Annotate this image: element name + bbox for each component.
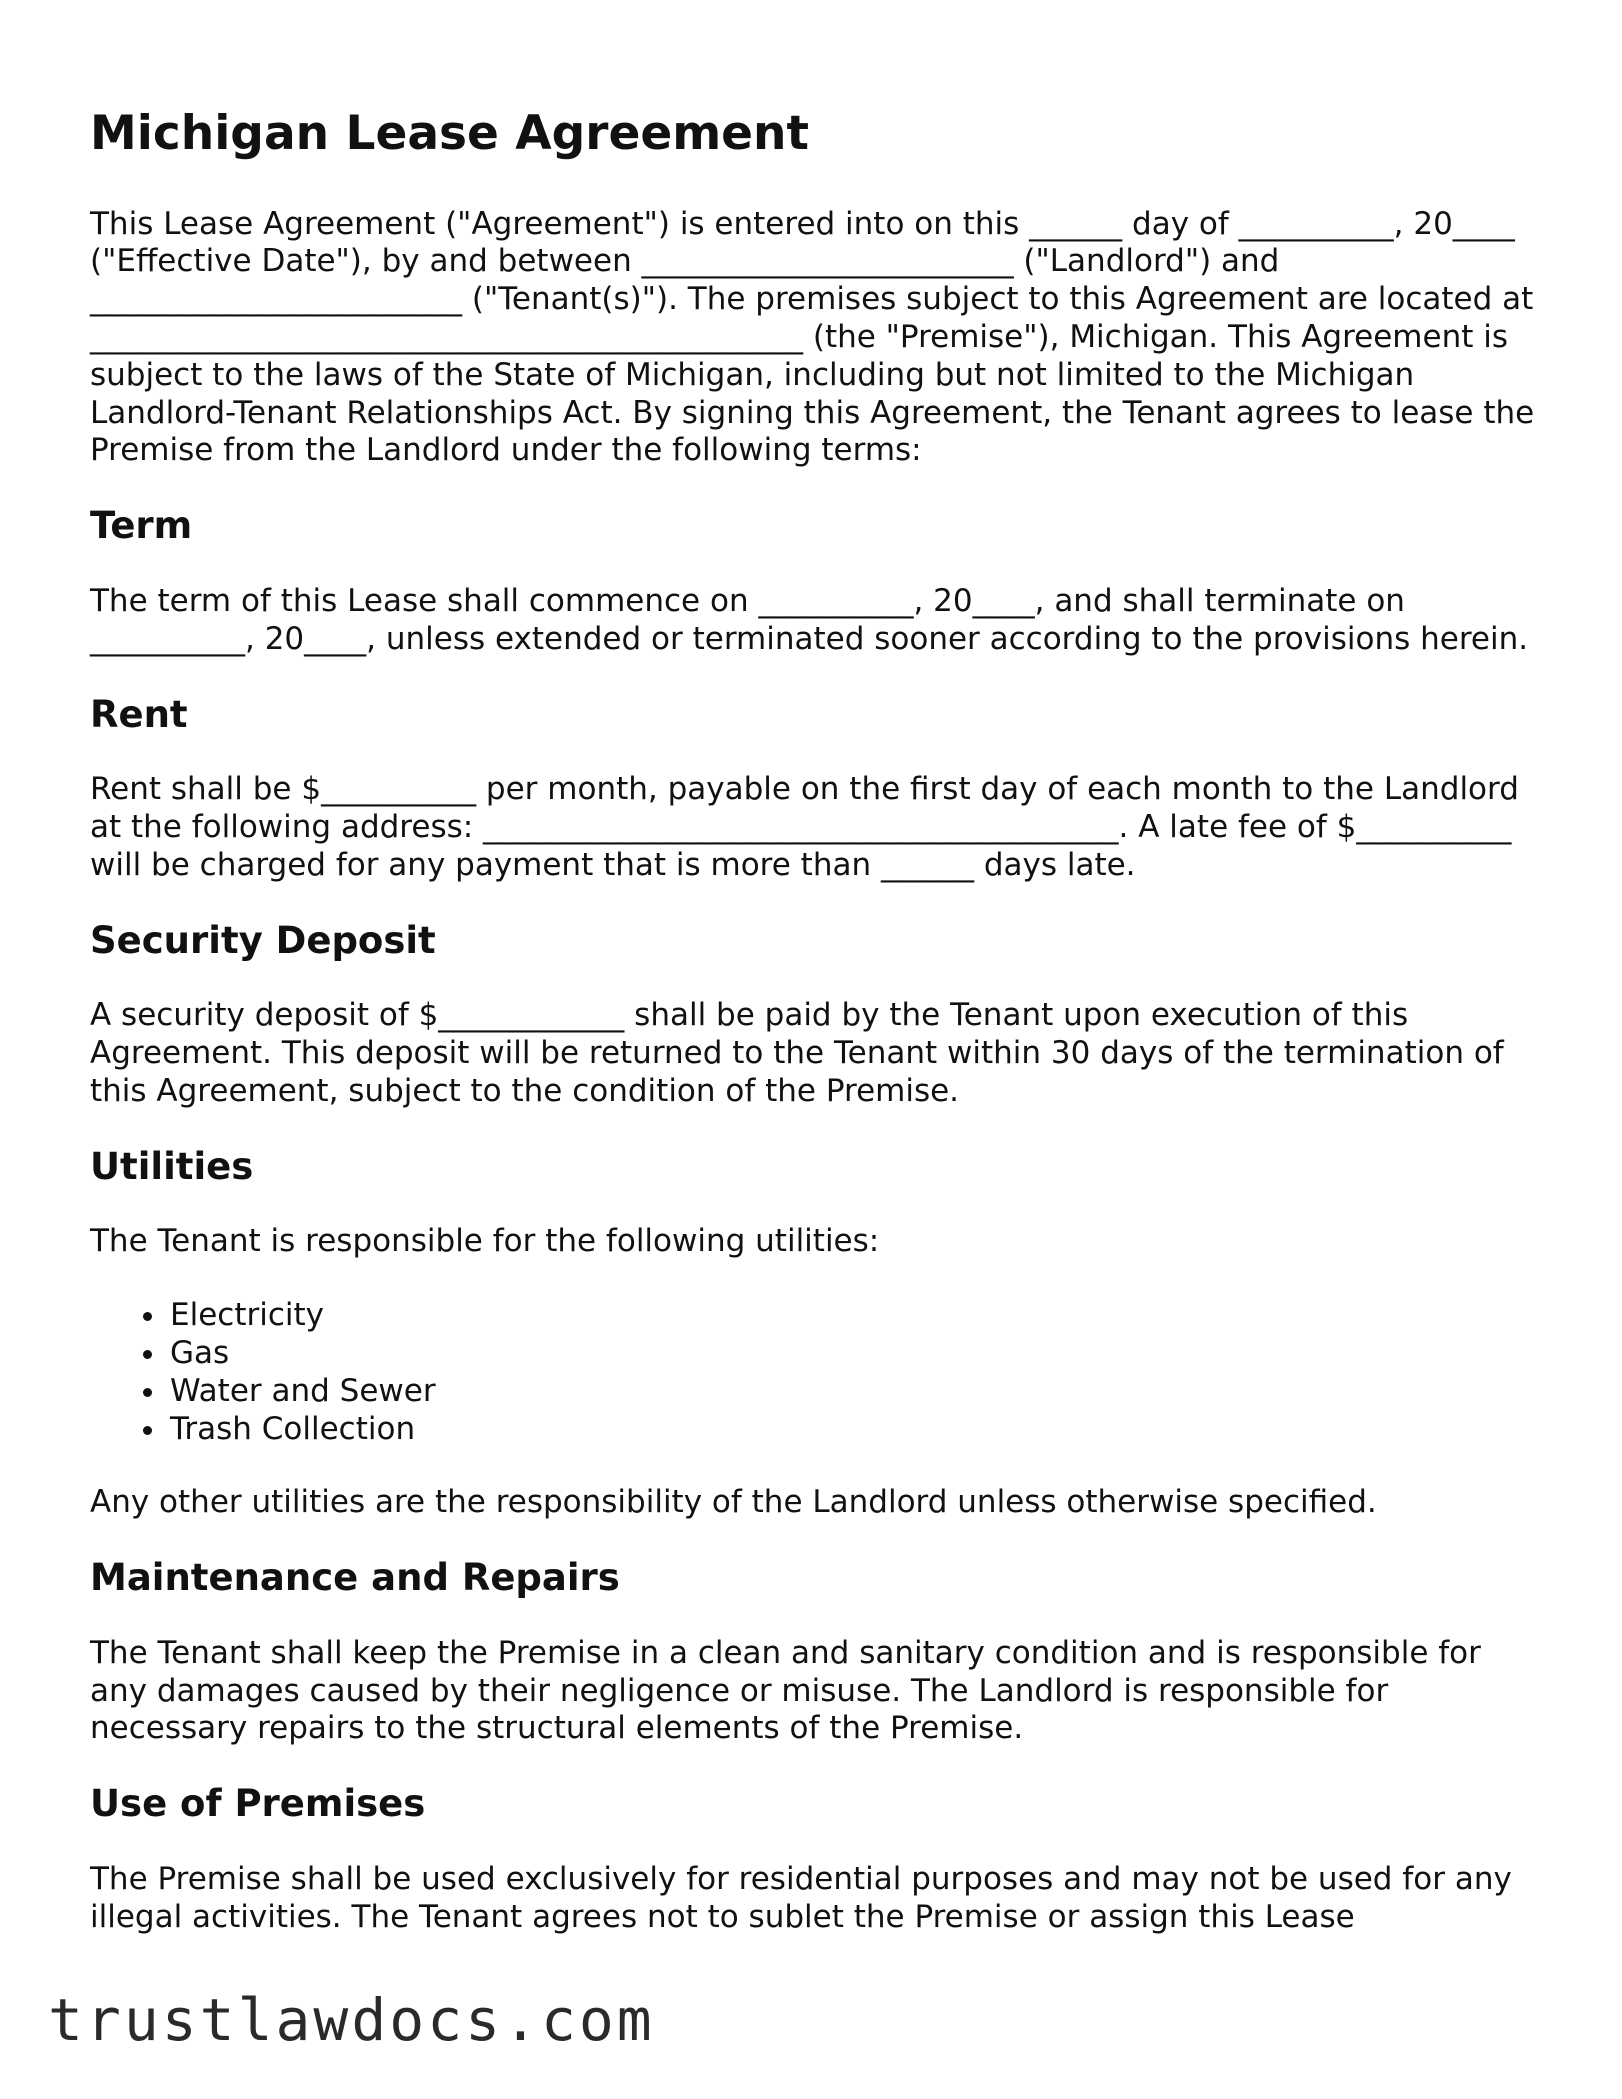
- use-of-premises-paragraph: The Premise shall be used exclusively for residential purposes and may not be used for any illegal activities. The Tenant agrees not to sublet the Premise or assign this Lease: [90, 1860, 1512, 1935]
- list-item: • Gas: [168, 1335, 1540, 1373]
- list-item: • Electricity: [168, 1297, 1540, 1335]
- term-paragraph: The term of this Lease shall commence on __________, 20____, and shall terminate on __________, 20____, unless extended or terminated sooner according to the provisions herein.: [90, 582, 1529, 657]
- use-of-premises-heading: Use of Premises: [90, 1782, 426, 1826]
- rent-paragraph: Rent shall be $__________ per month, payable on the first day of each month to the Landlord at the following address: _________________________________________. A late fee of $__________ will be charged for any payment that is more than ______ days late.: [90, 771, 1519, 883]
- utilities-heading: Utilities: [90, 1144, 254, 1188]
- maintenance-paragraph: The Tenant shall keep the Premise in a clean and sanitary condition and is responsible for any damages caused by their negligence or misuse. The Landlord is responsible for necessary repairs to the structural elements of the Premise.: [90, 1634, 1481, 1747]
- security-deposit-heading: Security Deposit: [90, 918, 436, 962]
- utilities-list: [90, 1297, 1540, 1448]
- rent-heading: Rent: [90, 692, 188, 736]
- maintenance-heading: Maintenance and Repairs: [90, 1556, 620, 1600]
- list-item: • Trash Collection: [168, 1411, 1540, 1449]
- utilities-intro: The Tenant is responsible for the following utilities:: [90, 1223, 880, 1260]
- document-page: [90, 108, 1540, 1973]
- list-item: • Water and Sewer: [168, 1373, 1540, 1411]
- intro-paragraph: This Lease Agreement ("Agreement") is entered into on this ______ day of __________, 20____ ("Effective Date"), by and between ________________________ ("Landlord") and ________________________ ("Tenant(s)"). The premises subject to this Agreement are located at ______________________________________________ (the "Premise"), Michigan. This Agreement is subject to the laws of the State of Michigan, including but not limited to the Michigan Landlord-Tenant Relationships Act. By signing this Agreement, the Tenant agrees to lease the Premise from the Landlord under the following terms:: [90, 205, 1535, 469]
- watermark: trustlawdocs.com: [48, 1986, 655, 2054]
- utilities-outro: Any other utilities are the responsibility of the Landlord unless otherwise specified.: [90, 1484, 1377, 1521]
- document-title: Michigan Lease Agreement: [90, 106, 809, 161]
- security-deposit-paragraph: A security deposit of $____________ shall be paid by the Tenant upon execution of this Agreement. This deposit will be returned to the Tenant within 30 days of the termination of this Agreement, subject to the condition of the Premise.: [90, 997, 1504, 1109]
- term-heading: Term: [90, 504, 193, 548]
